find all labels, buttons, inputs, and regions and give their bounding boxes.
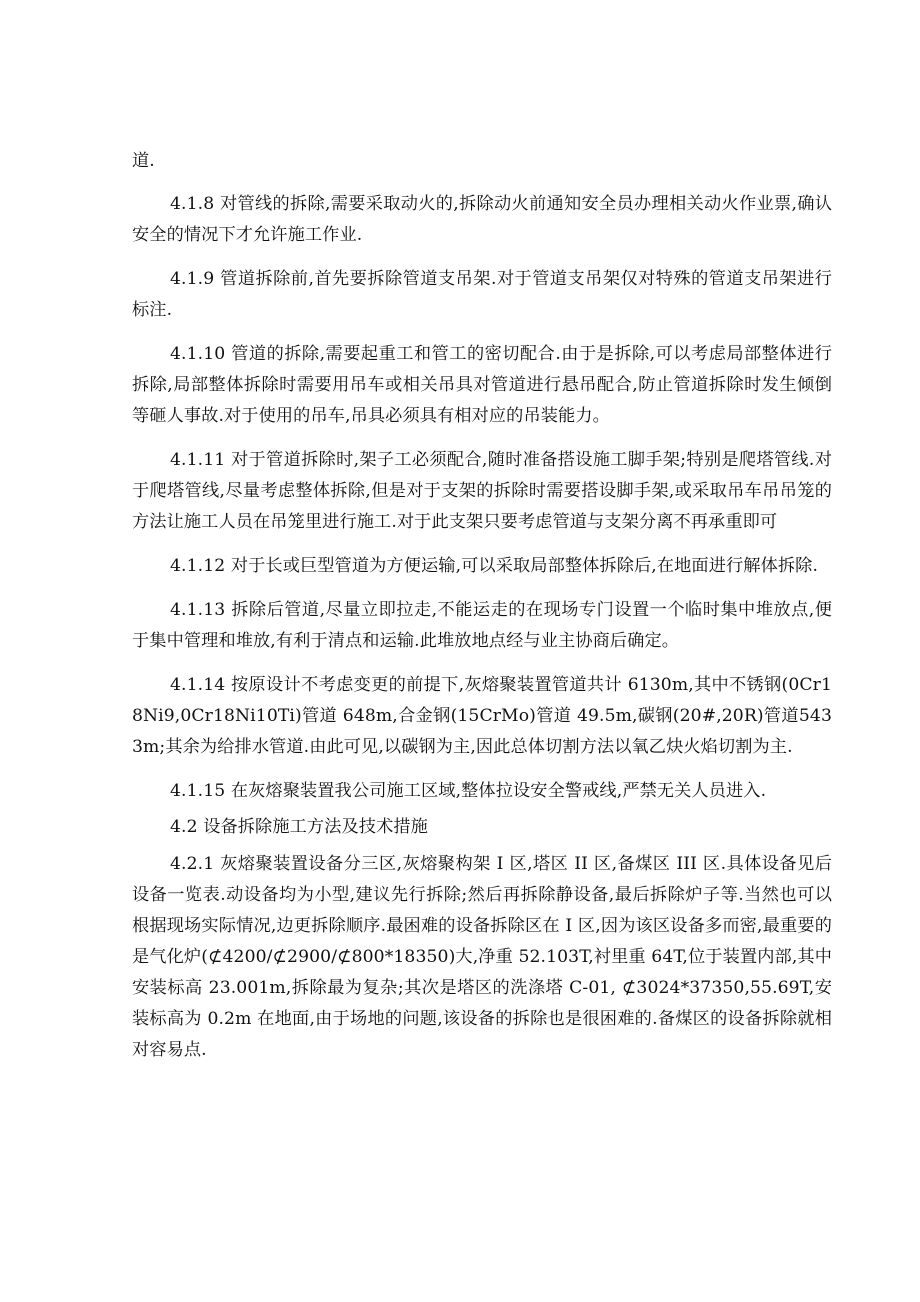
paragraph-4-1-11: 4.1.11 对于管道拆除时,架子工必须配合,随时准备搭设施工脚手架;特别是爬塔管线.对于爬塔管线,尽量考虑整体拆除,但是对于支架的拆除时需要搭设脚手架,或采取吊车吊吊笼的方法让施工人员在吊笼里进行施工.对于此支架只要考虑管道与支架分离不再承重即可 [132, 450, 832, 532]
document-body [132, 146, 832, 1066]
paragraph-4-2-1: 4.2.1 灰熔聚装置设备分三区,灰熔聚构架 I 区,塔区 II 区,备煤区 III 区.具体设备见后设备一览表.动设备均为小型,建议先行拆除;然后再拆除静设备,最后拆除炉子等.当然也可以根据现场实际情况,边更拆除顺序.最困难的设备拆除区在 I 区,因为该区设备多而密,最重要的是气化炉(⊄4200/⊄2900/⊄800*18350)大,净重 52.103T,衬里重 64T,位于装置内部,其中安装标高 23.001m,拆除最为复杂;其次是塔区的洗涤塔 C-01, ⊄3024*37350,55.69T,安装标高为 0.2m 在地面,由于场地的问题,该设备的拆除也是很困难的.备煤区的设备拆除就相对容易点. [132, 854, 832, 1060]
paragraph-4-1-14: 4.1.14 按原设计不考虑变更的前提下,灰熔聚装置管道共计 6130m,其中不锈钢(0Cr18Ni9,0Cr18Ni10Ti)管道 648m,合金钢(15CrMo)管道 49.5m,碳钢(20#,20R)管道5433m;其余为给排水管道.由此可见,以碳钢为主,因此总体切割方法以氧乙炔火焰切割为主. [132, 675, 832, 757]
paragraph-4-1-13: 4.1.13 拆除后管道,尽量立即拉走,不能运走的在现场专门设置一个临时集中堆放点,便于集中管理和堆放,有利于清点和运输.此堆放地点经与业主协商后确定。 [132, 600, 832, 651]
paragraph-4-1-12: 4.1.12 对于长或巨型管道为方便运输,可以采取局部整体拆除后,在地面进行解体拆除. [170, 556, 819, 576]
paragraph-4-1-10: 4.1.10 管道的拆除,需要起重工和管工的密切配合.由于是拆除,可以考虑局部整体进行拆除,局部整体拆除时需要用吊车或相关吊具对管道进行悬吊配合,防止管道拆除时发生倾倒等砸人事故.对于使用的吊车,吊具必须具有相对应的吊装能力。 [132, 344, 832, 426]
paragraph-4-1-15: 4.1.15 在灰熔聚装置我公司施工区域,整体拉设安全警戒线,严禁无关人员进入. [170, 781, 767, 801]
paragraph-4-1-9: 4.1.9 管道拆除前,首先要拆除管道支吊架.对于管道支吊架仅对特殊的管道支吊架进行标注. [132, 269, 832, 320]
section-heading-4-2: 4.2 设备拆除施工方法及技术措施 [170, 817, 428, 837]
paragraph-continuation: 道. [132, 151, 155, 171]
paragraph-4-1-8: 4.1.8 对管线的拆除,需要采取动火的,拆除动火前通知安全员办理相关动火作业票,确认安全的情况下才允许施工作业. [132, 194, 832, 245]
